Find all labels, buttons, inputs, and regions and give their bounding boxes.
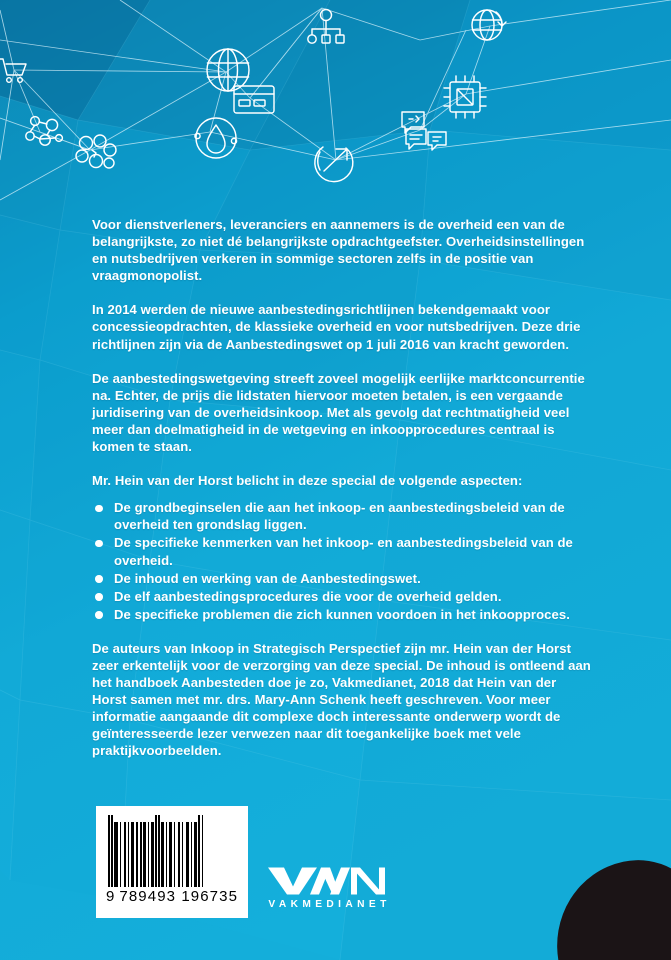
paragraph-2: In 2014 werden de nieuwe aanbestedingsrichtlijnen bekendgemaakt voor concessieopdrachten, de klassieke overheid en voor nutsbedrijven. Deze drie richtlijnen zijn via de Aanbestedingswet op 1 juli 2016 van kracht geworden. xyxy=(92,302,581,352)
list-item-label: De grondbeginselen die aan het inkoop- en aanbestedingsbeleid van de overheid ten grondslag liggen. xyxy=(114,500,565,533)
microchip-icon xyxy=(444,76,486,118)
publisher-name: VAKMEDIANET xyxy=(268,899,391,910)
list-item xyxy=(92,534,592,568)
list-item-label: De specifieke kenmerken van het inkoop- en aanbestedingsbeleid van de overheid. xyxy=(114,535,573,568)
bullet-dot-icon xyxy=(95,505,103,513)
network-nodes-icon xyxy=(26,117,63,146)
paragraph-3: De aanbestedingswetgeving streeft zoveel mogelijk eerlijke marktconcurrentie na. Echter, de prijs die lidstaten hiervoor moeten betalen, is een vergaande juridisering van de overheidsinkoop. Met als gevolg dat rechtmatigheid veel meer dan doelmatigheid in de wetgeving en inkoopprocedures centraal is komen te staan. xyxy=(92,370,585,455)
aspects-list xyxy=(92,499,592,623)
trending-arrow-circle-icon xyxy=(315,147,353,182)
bullet-dot-icon xyxy=(95,593,103,601)
list-item-label: De elf aanbestedingsprocedures die voor de overheid gelden. xyxy=(114,588,502,604)
barcode-lead-digit: 9 xyxy=(105,888,116,905)
list-item xyxy=(92,588,592,605)
globe-refresh-icon xyxy=(472,10,506,40)
cloud-cluster-icon xyxy=(76,135,116,168)
vmn-logo-icon xyxy=(267,866,385,896)
bullet-dot-icon xyxy=(95,540,103,548)
org-chart-icon xyxy=(308,10,344,44)
list-item xyxy=(92,499,592,533)
ean13-barcode xyxy=(96,806,248,918)
back-cover-copy xyxy=(92,216,592,777)
publisher-logo xyxy=(264,866,391,910)
bullet-dot-icon xyxy=(95,611,103,619)
barcode-digits xyxy=(96,888,248,905)
list-intro: Mr. Hein van der Horst belicht in deze special de volgende aspecten: xyxy=(92,473,523,489)
barcode-bars xyxy=(108,815,236,887)
credit-card-icon xyxy=(234,86,274,113)
list-item xyxy=(92,570,592,587)
bullet-dot-icon xyxy=(95,575,103,583)
water-drop-icon xyxy=(195,118,237,158)
barcode-right-group: 196735 xyxy=(181,888,239,905)
list-item xyxy=(92,606,592,623)
list-item-label: De inhoud en werking van de Aanbestedingswet. xyxy=(114,570,421,586)
barcode-left-group: 789493 xyxy=(119,888,177,905)
closing-paragraph: De auteurs van Inkoop in Strategisch Perspectief zijn mr. Hein van der Horst zeer erkentelijk voor de verzorging van deze special. De inhoud is ontleend aan het handboek Aanbesteden doe je zo, Vakmedianet, 2018 dat Hein van der Horst samen met mr. drs. Mary-Ann Schenk heeft geschreven. Voor meer informatie aangaande dit complexe doch interessante onderwerp wordt de geïnteresseerde lezer verwezen naar dit toegankelijke boek met vele praktijkvoorbeelden. xyxy=(92,640,591,759)
list-item-label: De specifieke problemen die zich kunnen voordoen in het inkoopproces. xyxy=(114,606,570,622)
chat-bubbles-icon xyxy=(402,112,446,150)
paragraph-1: Voor dienstverleners, leveranciers en aannemers is de overheid een van de belangrijkste, zo niet dé belangrijkste opdrachtgeefster. Overheidsinstellingen en nutsbedrijven verkeren in sommige sectoren zelfs in de positie van vraagmonopolist. xyxy=(92,217,585,284)
icon-network-graphic xyxy=(0,0,671,215)
